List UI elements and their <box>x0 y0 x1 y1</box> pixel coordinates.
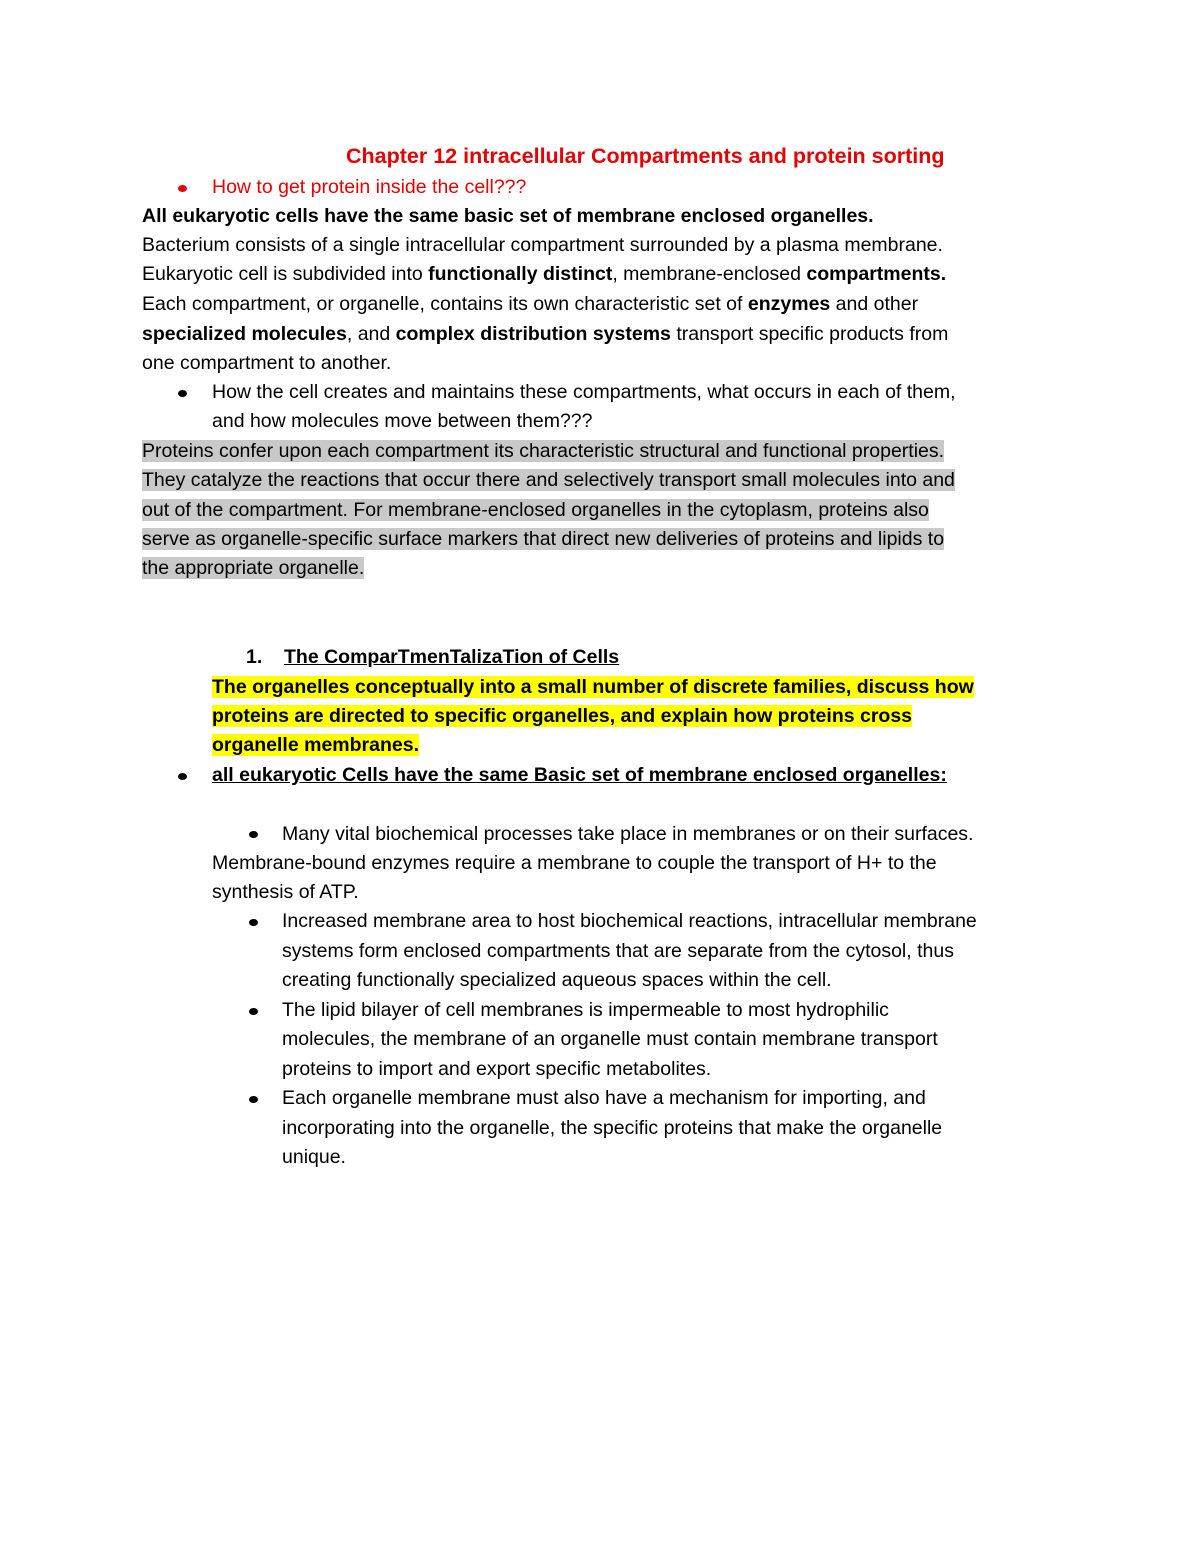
list-item-line: incorporating into the organelle, the specific proteins that make the organelle <box>282 1117 943 1139</box>
page-title: Chapter 12 intracellular Compartments and protein sorting <box>346 144 945 168</box>
list-item-line: Each organelle membrane must also have a mechanism for importing, and <box>282 1087 926 1109</box>
highlighted-line: serve as organelle-specific surface markers that direct new deliveries of proteins and lipids to <box>142 528 945 550</box>
list-item-line: Many vital biochemical processes take place in membranes or on their surfaces. <box>282 823 974 845</box>
highlighted-line: out of the compartment. For membrane-enclosed organelles in the cytoplasm, proteins also <box>142 499 929 521</box>
list-item-line: creating functionally specialized aqueous spaces within the cell. <box>282 969 832 991</box>
para-line: Each compartment, or organelle, contains its own characteristic set of enzymes and other <box>142 293 919 315</box>
question-2-line: How the cell creates and maintains these compartments, what occurs in each of them, <box>212 381 956 403</box>
bullet-icon <box>249 1008 258 1015</box>
highlighted-line: Proteins confer upon each compartment its characteristic structural and functional properties. <box>142 440 945 462</box>
para-line <box>142 202 874 231</box>
yellow-line: proteins are directed to specific organelles, and explain how proteins cross <box>212 705 913 727</box>
list-item-line: proteins to import and export specific metabolites. <box>282 1058 712 1080</box>
question-2-line: and how molecules move between them??? <box>212 410 593 432</box>
para-line: one compartment to another. <box>142 352 392 374</box>
underlined-bullet: all eukaryotic Cells have the same Basic set of membrane enclosed organelles: <box>212 764 947 786</box>
para-line: Eukaryotic cell is subdivided into functionally distinct, membrane-enclosed compartments. <box>142 263 947 285</box>
bullet-icon <box>249 1096 258 1103</box>
para-line: specialized molecules, and complex distribution systems transport specific products from <box>142 323 949 345</box>
bold-statement: All eukaryotic cells have the same basic set of membrane enclosed organelles. <box>142 205 874 227</box>
yellow-line: The organelles conceptually into a small number of discrete families, discuss how <box>212 676 974 698</box>
para-line: Bacterium consists of a single intracellular compartment surrounded by a plasma membrane. <box>142 234 943 256</box>
highlighted-line: They catalyze the reactions that occur there and selectively transport small molecules into and <box>142 469 955 491</box>
list-item-line: unique. <box>282 1146 346 1168</box>
bullet-icon <box>249 919 258 926</box>
list-item-line: Membrane-bound enzymes require a membrane to couple the transport of H+ to the <box>212 852 937 874</box>
highlighted-line: the appropriate organelle. <box>142 557 365 579</box>
section-heading: The ComparTmenTalizaTion of Cells <box>284 646 620 668</box>
section-number: 1. <box>246 646 263 668</box>
bullet-icon <box>178 390 187 397</box>
list-item-line: Increased membrane area to host biochemical reactions, intracellular membrane <box>282 910 977 932</box>
question-1: How to get protein inside the cell??? <box>212 176 527 198</box>
bullet-icon <box>178 185 187 192</box>
list-item-line: systems form enclosed compartments that are separate from the cytosol, thus <box>282 940 954 962</box>
yellow-line: organelle membranes. <box>212 734 419 756</box>
list-item-line: molecules, the membrane of an organelle must contain membrane transport <box>282 1028 938 1050</box>
list-item-line: The lipid bilayer of cell membranes is impermeable to most hydrophilic <box>282 999 889 1021</box>
bullet-icon <box>249 831 258 838</box>
list-item-line: synthesis of ATP. <box>212 881 359 903</box>
bullet-icon <box>178 773 187 780</box>
